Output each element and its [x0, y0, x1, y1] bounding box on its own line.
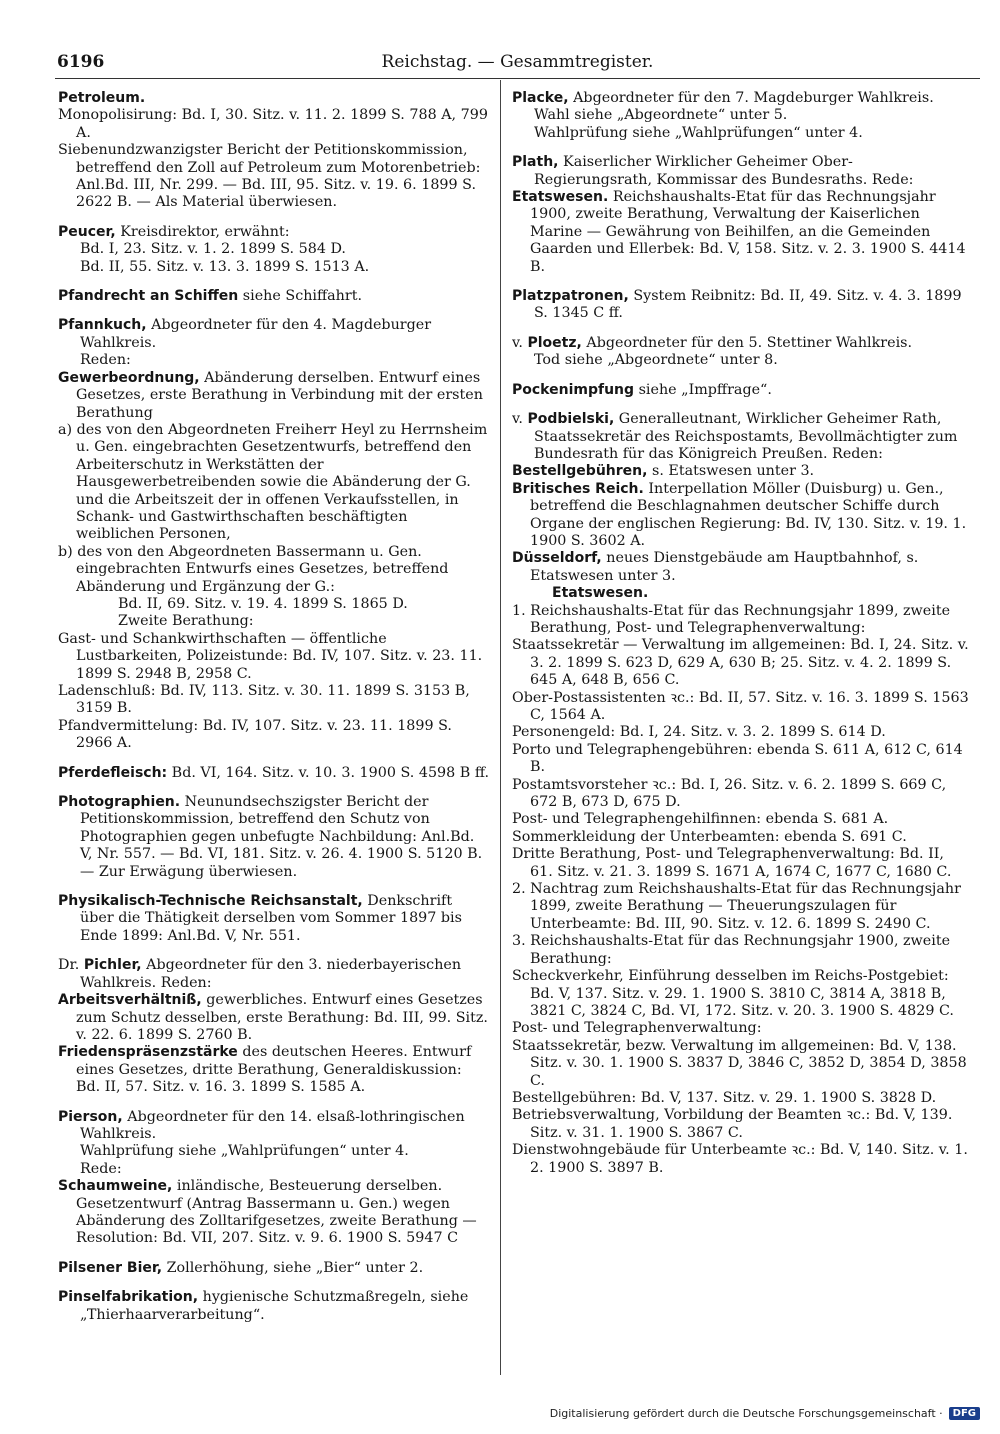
- column-divider: [500, 80, 501, 1375]
- entry-text: Kreisdirektor, erwähnt:: [115, 223, 290, 240]
- entry-text: Abgeordneter für den 4. Magdeburger Wahlkreis.: [80, 317, 432, 351]
- entry-line: Bd. II, 55. Sitz. v. 13. 3. 1899 S. 1513 A.: [80, 258, 370, 275]
- subentry-heading: Gewerbeordnung,: [58, 369, 200, 386]
- entry-line: Monopolisirung: Bd. I, 30. Sitz. v. 11. 2. 1899 S. 788 A, 799 A.: [58, 107, 488, 141]
- entry-text: Neunundsechszigster Bericht der Petitionskommission, betreffend den Schutz von Photographien gegen unbefugte Nachbildung: Anl.Bd. V, Nr. 557. — Bd. VI, 181. Sitz. v. 26. 4. 1900 S. 5120 B. — Zur Erwägung überwiesen.: [80, 794, 483, 880]
- entry-line: Postamtsvorsteher ꝛc.: Bd. I, 26. Sitz. v. 6. 2. 1899 S. 669 C, 672 B, 673 D, 675 D.: [512, 776, 947, 811]
- entry-line: 3. Reichshaushalts-Etat für das Rechnungsjahr 1900, zweite Berathung:: [512, 933, 951, 967]
- subentry: [512, 585, 970, 602]
- subentry-text: des deutschen Heeres. Entwurf eines Gesetzes, dritte Berathung, Generaldiskussion: Bd. II, 57. Sitz. v. 16. 3. 1899 S. 1585 A.: [76, 1044, 472, 1096]
- entry-line: Sommerkleidung der Unterbeamten: ebenda S. 691 C.: [512, 828, 907, 845]
- entry-text: Abgeordneter für den 3. niederbayerischen Wahlkreis. Reden:: [80, 957, 462, 991]
- page-header: [55, 52, 980, 78]
- subentry: [58, 370, 490, 422]
- entry-heading: Pfannkuch,: [58, 317, 147, 334]
- subentry-text: gewerbliches. Entwurf eines Gesetzes zum Schutz desselben, erste Berathung: Bd. III, 99. Sitz. v. 22. 6. 1899 S. 2760 B.: [76, 992, 488, 1043]
- entry-line: 1. Reichshaushalts-Etat für das Rechnungsjahr 1899, zweite Berathung, Post- und Telegraphenverwaltung:: [512, 602, 951, 636]
- entry-line: Siebenundzwanzigster Bericht der Petitionskommission, betreffend den Zoll auf Petroleum zum Motorenbetrieb: Anl.Bd. III, Nr. 299. — Bd. III, 95. Sitz. v. 19. 6. 1899 S. 2622 B. — Als Material überwiesen.: [58, 142, 481, 211]
- entry-line: Wahlprüfung siehe „Wahlprüfungen“ unter 4.: [534, 124, 863, 141]
- entry-platzpatronen: [512, 288, 970, 323]
- entry-line: Dritte Berathung, Post- und Telegraphenverwaltung: Bd. II, 61. Sitz. v. 21. 3. 1899 S. 1671 A, 1674 C, 1677 C, 1680 C.: [512, 846, 952, 880]
- entry-physikalisch: [58, 893, 490, 945]
- entry-prefix: v.: [512, 411, 528, 428]
- entry-text: siehe „Impffrage“.: [634, 381, 772, 398]
- entry-heading: Podbielski,: [527, 411, 615, 428]
- entry-heading: Ploetz,: [527, 334, 582, 351]
- subentry-heading: Britisches Reich.: [512, 480, 644, 497]
- subentry-heading: Schaumweine,: [58, 1178, 173, 1195]
- subentry-text: neues Dienstgebäude am Hauptbahnhof, s. Etatswesen unter 3.: [530, 550, 919, 584]
- entry-text: Bd. VI, 164. Sitz. v. 10. 3. 1900 S. 4598 B ff.: [167, 764, 490, 781]
- entry-heading: Physikalisch-Technische Reichsanstalt,: [58, 893, 363, 910]
- entry-pfannkuch: [58, 317, 490, 752]
- footer-text: Digitalisierung gefördert durch die Deutsche Forschungsgemeinschaft ·: [549, 1407, 943, 1420]
- entry-text: Abgeordneter für den 5. Stettiner Wahlkreis.: [581, 334, 913, 351]
- running-title: Reichstag. — Gesammtregister.: [381, 52, 654, 72]
- entry-line: Tod siehe „Abgeordnete“ unter 8.: [534, 352, 778, 369]
- entry-text: Kaiserlicher Wirklicher Geheimer Ober-Regierungsrath, Kommissar des Bundesraths. Rede:: [534, 154, 914, 188]
- entry-heading: Pferdefleisch:: [58, 764, 168, 781]
- entry-text: Generalleutnant, Wirklicher Geheimer Rath, Staatssekretär des Reichspostamts, Bevollmächtigter zum Bundesrath für das Königreich Preußen. Reden:: [534, 411, 958, 462]
- entry-line: Scheckverkehr, Einführung desselben im Reichs-Postgebiet: Bd. V, 137. Sitz. v. 29. 1. 1900 S. 3810 C, 3814 A, 3818 B, 3821 C, 3824 C, Bd. VI, 172. Sitz. v. 20. 3. 1900 S. 4829 C.: [512, 968, 954, 1019]
- entry-line: Dienstwohngebäude für Unterbeamte ꝛc.: Bd. V, 140. Sitz. v. 1. 2. 1900 S. 3897 B.: [512, 1142, 968, 1176]
- entry-heading: Pichler,: [83, 957, 142, 974]
- subentry: [512, 189, 970, 276]
- entry-pilsener: [58, 1260, 490, 1277]
- entry-prefix: v.: [512, 334, 528, 351]
- entry-text: System Reibnitz: Bd. II, 49. Sitz. v. 4. 3. 1899 S. 1345 C ff.: [534, 288, 962, 322]
- entry-line: Gast- und Schankwirthschaften — öffentliche Lustbarkeiten, Polizeistunde: Bd. IV, 107. Sitz. v. 23. 11. 1899 S. 2948 B, 2958 C.: [58, 630, 483, 682]
- digitization-footer: [550, 1407, 980, 1420]
- subentry-text: Interpellation Möller (Duisburg) u. Gen., betreffend die Beschlagnahmen deutscher Schiffe durch Organe der englischen Regierung: Bd. IV, 130. Sitz. v. 19. 1. 1900 S. 3602 A.: [530, 480, 967, 549]
- entry-line: Wahlprüfung siehe „Wahlprüfungen“ unter 4.: [80, 1143, 409, 1160]
- entry-text: Denkschrift über die Thätigkeit derselben vom Sommer 1897 bis Ende 1899: Anl.Bd. V, Nr. 551.: [80, 893, 462, 944]
- entry-heading: Placke,: [512, 90, 569, 106]
- subentry-heading: Friedenspräsenzstärke: [58, 1044, 238, 1061]
- subentry-text: Abänderung derselben. Entwurf eines Gesetzes, erste Berathung in Verbindung mit der ersten Berathung: [76, 369, 483, 421]
- entry-peucer: [58, 224, 490, 276]
- subentry: [58, 1044, 490, 1096]
- entry-heading: Pockenimpfung: [512, 381, 635, 398]
- subentry-heading: Bestellgebühren,: [512, 463, 648, 480]
- subentry-heading: Düsseldorf,: [512, 550, 602, 567]
- subentry: [512, 550, 970, 585]
- entry-heading: Photographien.: [58, 794, 181, 811]
- entry-pichler: [58, 957, 490, 1096]
- left-column: [58, 90, 490, 1336]
- entry-prefix: Dr.: [58, 957, 84, 974]
- entry-line: Bd. II, 69. Sitz. v. 19. 4. 1899 S. 1865 D.: [118, 595, 408, 612]
- entry-heading: Pfandrecht an Schiffen: [58, 288, 239, 305]
- entry-line: Post- und Telegraphengehilfinnen: ebenda S. 681 A.: [512, 811, 889, 828]
- page-number: 6196: [57, 52, 105, 72]
- entry-line: Bestellgebühren: Bd. V, 137. Sitz. v. 29. 1. 1900 S. 3828 D.: [512, 1089, 937, 1106]
- entry-pockenimpfung: [512, 382, 970, 399]
- entry-line: Bd. I, 23. Sitz. v. 1. 2. 1899 S. 584 D.: [80, 241, 346, 258]
- entry-heading: Pinselfabrikation,: [58, 1289, 199, 1306]
- entry-line: Post- und Telegraphenverwaltung:: [512, 1020, 762, 1037]
- entry-line: Staatssekretär, bezw. Verwaltung im allgemeinen: Bd. V, 138. Sitz. v. 30. 1. 1900 S. 3837 D, 3846 C, 3852 D, 3854 D, 3858 C.: [512, 1037, 967, 1089]
- subentry-heading: Etatswesen.: [512, 189, 609, 206]
- dfg-logo: DFG: [949, 1407, 980, 1420]
- subentry: [58, 992, 490, 1044]
- entry-text: siehe Schiffahrt.: [238, 288, 362, 305]
- entry-heading: Platzpatronen,: [512, 288, 629, 305]
- entry-line: Pfandvermittelung: Bd. IV, 107. Sitz. v. 23. 11. 1899 S. 2966 A.: [58, 717, 452, 752]
- entry-heading: Peucer,: [58, 223, 116, 240]
- entry-pinsel: [58, 1289, 490, 1324]
- subentry-heading: Etatswesen.: [552, 585, 649, 602]
- entry-pferdefleisch: [58, 765, 490, 782]
- right-column: [512, 90, 970, 1189]
- entry-text: Abgeordneter für den 14. elsaß-lothringischen Wahlkreis.: [80, 1108, 465, 1142]
- entry-heading: Petroleum.: [58, 90, 146, 106]
- entry-line: Betriebsverwaltung, Vorbildung der Beamten ꝛc.: Bd. V, 139. Sitz. v. 31. 1. 1900 S. 3867 C.: [512, 1107, 953, 1141]
- entry-line: Rede:: [80, 1160, 122, 1177]
- entry-line: Personengeld: Bd. I, 24. Sitz. v. 3. 2. 1899 S. 614 D.: [512, 724, 886, 741]
- entry-line: Porto und Telegraphengebühren: ebenda S. 611 A, 612 C, 614 B.: [512, 741, 963, 776]
- entry-line: b) des von den Abgeordneten Bassermann u. Gen. eingebrachten Entwurfs eines Gesetzes, betreffend Abänderung und Ergänzung der G.:: [58, 543, 449, 595]
- subentry: [58, 1178, 490, 1248]
- entry-photographien: [58, 794, 490, 881]
- subentry-text: Reichshaushalts-Etat für das Rechnungsjahr 1900, zweite Berathung, Verwaltung der Kaiserlichen Marine — Gewährung von Beihilfen, an die Gemeinden Gaarden und Ellerbek: Bd. V, 158. Sitz. v. 2. 3. 1900 S. 4414 B.: [530, 189, 966, 275]
- entry-plath: [512, 154, 970, 276]
- entry-line: Staatssekretär — Verwaltung im allgemeinen: Bd. I, 24. Sitz. v. 3. 2. 1899 S. 623 D, 629 A, 630 B; 25. Sitz. v. 4. 2. 1899 S. 645 A, 648 B, 656 C.: [512, 637, 969, 689]
- entry-line: 2. Nachtrag zum Reichshaushalts-Etat für das Rechnungsjahr 1899, zweite Berathung — Theuerungszulagen für Unterbeamte: Bd. III, 90. Sitz. v. 12. 6. 1899 S. 2490 C.: [512, 881, 961, 932]
- subentry: [512, 463, 970, 480]
- entry-heading: Pierson,: [58, 1108, 123, 1125]
- entry-heading: Pilsener Bier,: [58, 1259, 163, 1276]
- subentry-text: s. Etatswesen unter 3.: [647, 463, 815, 480]
- entry-line: Reden:: [80, 352, 131, 369]
- entry-placke: [512, 90, 970, 142]
- entry-text: Zollerhöhung, siehe „Bier“ unter 2.: [162, 1259, 424, 1276]
- entry-pfandrecht: [58, 288, 490, 305]
- entry-pierson: [58, 1109, 490, 1248]
- entry-text: hygienische Schutzmaßregeln, siehe „Thierhaarverarbeitung“.: [80, 1289, 469, 1323]
- header-rule: [55, 78, 980, 79]
- subentry: [512, 481, 970, 551]
- entry-line: Wahl siehe „Abgeordnete“ unter 5.: [534, 107, 788, 124]
- entry-text: Abgeordneter für den 7. Magdeburger Wahlkreis.: [568, 90, 934, 106]
- entry-line: Ober-Postassistenten ꝛc.: Bd. II, 57. Sitz. v. 16. 3. 1899 S. 1563 C, 1564 A.: [512, 689, 969, 723]
- entry-line: a) des von den Abgeordneten Freiherr Heyl zu Herrnsheim u. Gen. eingebrachten Gesetzentwurfs, betreffend den Arbeiterschutz in Werkstätten der Hausgewerbetreibenden sowie die Abänderung der G. und die Arbeitszeit der in offenen Verkaufsstellen, in Schank- und Gastwirthschaften beschäftigten weiblichen Personen,: [58, 421, 488, 543]
- entry-petroleum: [58, 90, 490, 212]
- subentry-text: inländische, Besteuerung derselben. Gesetzentwurf (Antrag Bassermann u. Gen.) wegen Abänderung des Zolltarifgesetzes, zweite Berathung — Resolution: Bd. VII, 207. Sitz. v. 9. 6. 1900 S. 5947 C: [76, 1178, 477, 1247]
- entry-podbielski: [512, 411, 970, 1177]
- entry-heading: Plath,: [512, 154, 559, 171]
- subentry-heading: Arbeitsverhältniß,: [58, 992, 202, 1009]
- entry-line: Zweite Berathung:: [118, 613, 254, 630]
- entry-ploetz: [512, 335, 970, 370]
- entry-line: Ladenschluß: Bd. IV, 113. Sitz. v. 30. 11. 1899 S. 3153 B, 3159 B.: [58, 683, 470, 717]
